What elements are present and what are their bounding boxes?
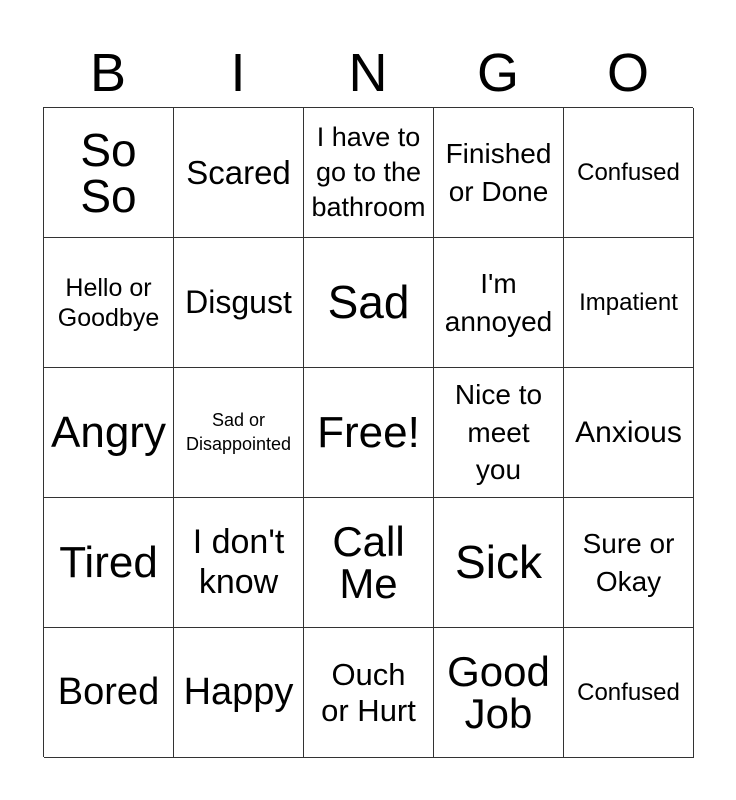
cell-label: Sick xyxy=(455,535,542,588)
cell-label: Confused xyxy=(577,158,680,186)
cell-label: Disgust xyxy=(185,284,292,321)
bingo-cell[interactable] xyxy=(434,368,564,498)
bingo-cell[interactable] xyxy=(564,238,694,368)
bingo-cell[interactable] xyxy=(174,498,304,628)
cell-label: Call Me xyxy=(332,517,405,607)
bingo-cell[interactable] xyxy=(564,498,694,628)
bingo-cell[interactable] xyxy=(434,108,564,238)
bingo-cell[interactable] xyxy=(304,368,434,498)
bingo-cell[interactable] xyxy=(44,628,174,758)
cell-label: Nice to meet you xyxy=(454,378,543,486)
cell-label: Sad xyxy=(327,275,410,328)
bingo-cell[interactable] xyxy=(304,498,434,628)
header-letter-o: O xyxy=(606,43,649,103)
bingo-cell[interactable] xyxy=(304,108,434,238)
header-letter-b: B xyxy=(89,43,127,103)
bingo-header xyxy=(43,40,693,106)
cell-label: Free! xyxy=(317,407,420,457)
cell-label: I'm annoyed xyxy=(444,267,553,337)
bingo-cell[interactable] xyxy=(304,628,434,758)
cell-label: Tired xyxy=(59,537,158,587)
bingo-board xyxy=(43,107,693,757)
cell-label: Sure or Okay xyxy=(582,527,675,597)
bingo-cell[interactable] xyxy=(174,108,304,238)
cell-label: I don't know xyxy=(192,523,285,601)
bingo-cell[interactable] xyxy=(304,238,434,368)
cell-label: Angry xyxy=(51,407,166,457)
cell-label: Finished or Done xyxy=(445,137,552,207)
bingo-cell[interactable] xyxy=(174,238,304,368)
bingo-cell[interactable] xyxy=(564,108,694,238)
cell-label: Impatient xyxy=(579,288,678,316)
cell-label: I have to go to the bathroom xyxy=(311,122,426,222)
cell-label: Scared xyxy=(186,154,291,191)
bingo-cell[interactable] xyxy=(44,498,174,628)
cell-label: Anxious xyxy=(575,416,682,449)
cell-label: Hello or Goodbye xyxy=(57,273,160,332)
bingo-cell[interactable] xyxy=(434,628,564,758)
cell-label: Ouch or Hurt xyxy=(321,656,416,728)
bingo-cell[interactable] xyxy=(434,238,564,368)
bingo-cell[interactable] xyxy=(564,368,694,498)
cell-label: Sad or Disappointed xyxy=(185,410,292,454)
header-letter-i: I xyxy=(230,43,246,103)
bingo-cell[interactable] xyxy=(174,628,304,758)
bingo-cell[interactable] xyxy=(44,108,174,238)
header-letter-n: N xyxy=(348,43,388,103)
bingo-cell[interactable] xyxy=(434,498,564,628)
cell-label: Happy xyxy=(183,670,294,713)
cell-label: Bored xyxy=(57,670,160,713)
cell-label: Good Job xyxy=(447,647,550,737)
cell-label: So So xyxy=(80,123,137,222)
header-letter-g: G xyxy=(476,43,519,103)
bingo-cell[interactable] xyxy=(174,368,304,498)
bingo-cell[interactable] xyxy=(44,368,174,498)
cell-label: Confused xyxy=(577,678,680,706)
bingo-cell[interactable] xyxy=(44,238,174,368)
bingo-cell[interactable] xyxy=(564,628,694,758)
